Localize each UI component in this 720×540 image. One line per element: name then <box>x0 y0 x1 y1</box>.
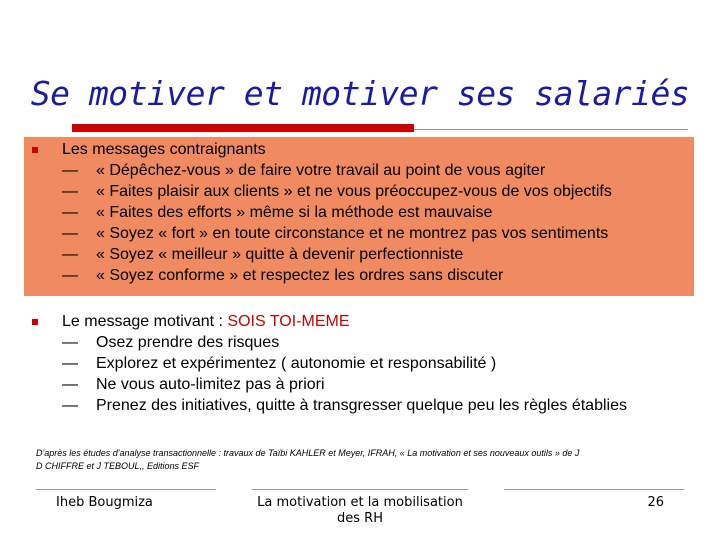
list-item <box>62 245 463 265</box>
list-item-text: « Faites des efforts » même si la méthode est mauvaise <box>96 204 493 221</box>
list-item-text: « Dépêchez-vous » de faire votre travail au point de vous agiter <box>96 162 546 179</box>
list-item <box>62 354 496 374</box>
list-item <box>62 396 627 416</box>
list-item-text: « Soyez « meilleur » quitte à devenir perfectionniste <box>96 246 464 263</box>
section2-highlight: SOIS TOI-MEME <box>227 313 350 330</box>
list-item-text: Osez prendre des risques <box>96 334 280 351</box>
footnote-line: D CHIFFRE et J TEBOUL,, Editions ESF <box>36 461 200 471</box>
section1-heading: Les messages contraignants <box>62 141 266 158</box>
list-item-text: Ne vous auto-limitez pas à priori <box>96 376 325 393</box>
heading-separator: : <box>214 313 228 330</box>
list-item-text: « Faites plaisir aux clients » et ne vous préoccupez-vous de vos objectifs <box>96 183 612 200</box>
dash-marker: — <box>62 246 78 263</box>
title-underline-gray <box>414 129 688 130</box>
dash-marker: — <box>62 355 78 372</box>
bullet-square-icon <box>32 319 38 325</box>
dash-marker: — <box>62 376 78 393</box>
list-item <box>62 161 545 181</box>
list-item <box>62 203 492 223</box>
footer-title-line: La motivation et la mobilisation <box>257 495 463 510</box>
bullet-square-icon <box>32 147 38 153</box>
list-item <box>62 375 325 395</box>
list-item <box>62 224 608 244</box>
footer-rule-left <box>36 489 216 490</box>
list-item <box>62 266 503 286</box>
footer-rule-right <box>504 489 684 490</box>
list-item-text: « Soyez conforme » et respectez les ordres sans discuter <box>96 267 504 284</box>
section2-heading: Le message motivant <box>62 313 215 330</box>
dash-marker: — <box>62 397 78 414</box>
list-item-text: Explorez et expérimentez ( autonomie et responsabilité ) <box>96 355 497 372</box>
dash-marker: — <box>62 162 78 179</box>
footer-author: Iheb Bougmiza <box>56 495 153 510</box>
title-underline-red <box>72 124 414 132</box>
dash-marker: — <box>62 225 78 242</box>
list-item-text: « Soyez « fort » en toute circonstance et ne montrez pas vos sentiments <box>96 225 609 242</box>
page-number: 26 <box>647 495 664 510</box>
list-item <box>62 182 612 202</box>
section2-heading-line <box>62 312 350 332</box>
dash-marker: — <box>62 267 78 284</box>
list-item <box>62 333 279 353</box>
footnote-line: D'après les études d'analyse transactionnelle : travaux de Taïbi KAHLER et Meyer, IFRAH, « La motivation et ses nouveaux outils » de J <box>36 448 580 458</box>
dash-marker: — <box>62 334 78 351</box>
source-footnote <box>36 447 676 473</box>
list-item-text: Prenez des initiatives, quitte à transgresser quelque peu les règles établies <box>96 397 627 414</box>
dash-marker: — <box>62 204 78 221</box>
slide-title: Se motiver et motiver ses salariés <box>30 74 690 113</box>
footer-title-line: des RH <box>337 511 383 526</box>
footer-rule-center <box>252 489 468 490</box>
footer-title <box>252 495 468 527</box>
dash-marker: — <box>62 183 78 200</box>
